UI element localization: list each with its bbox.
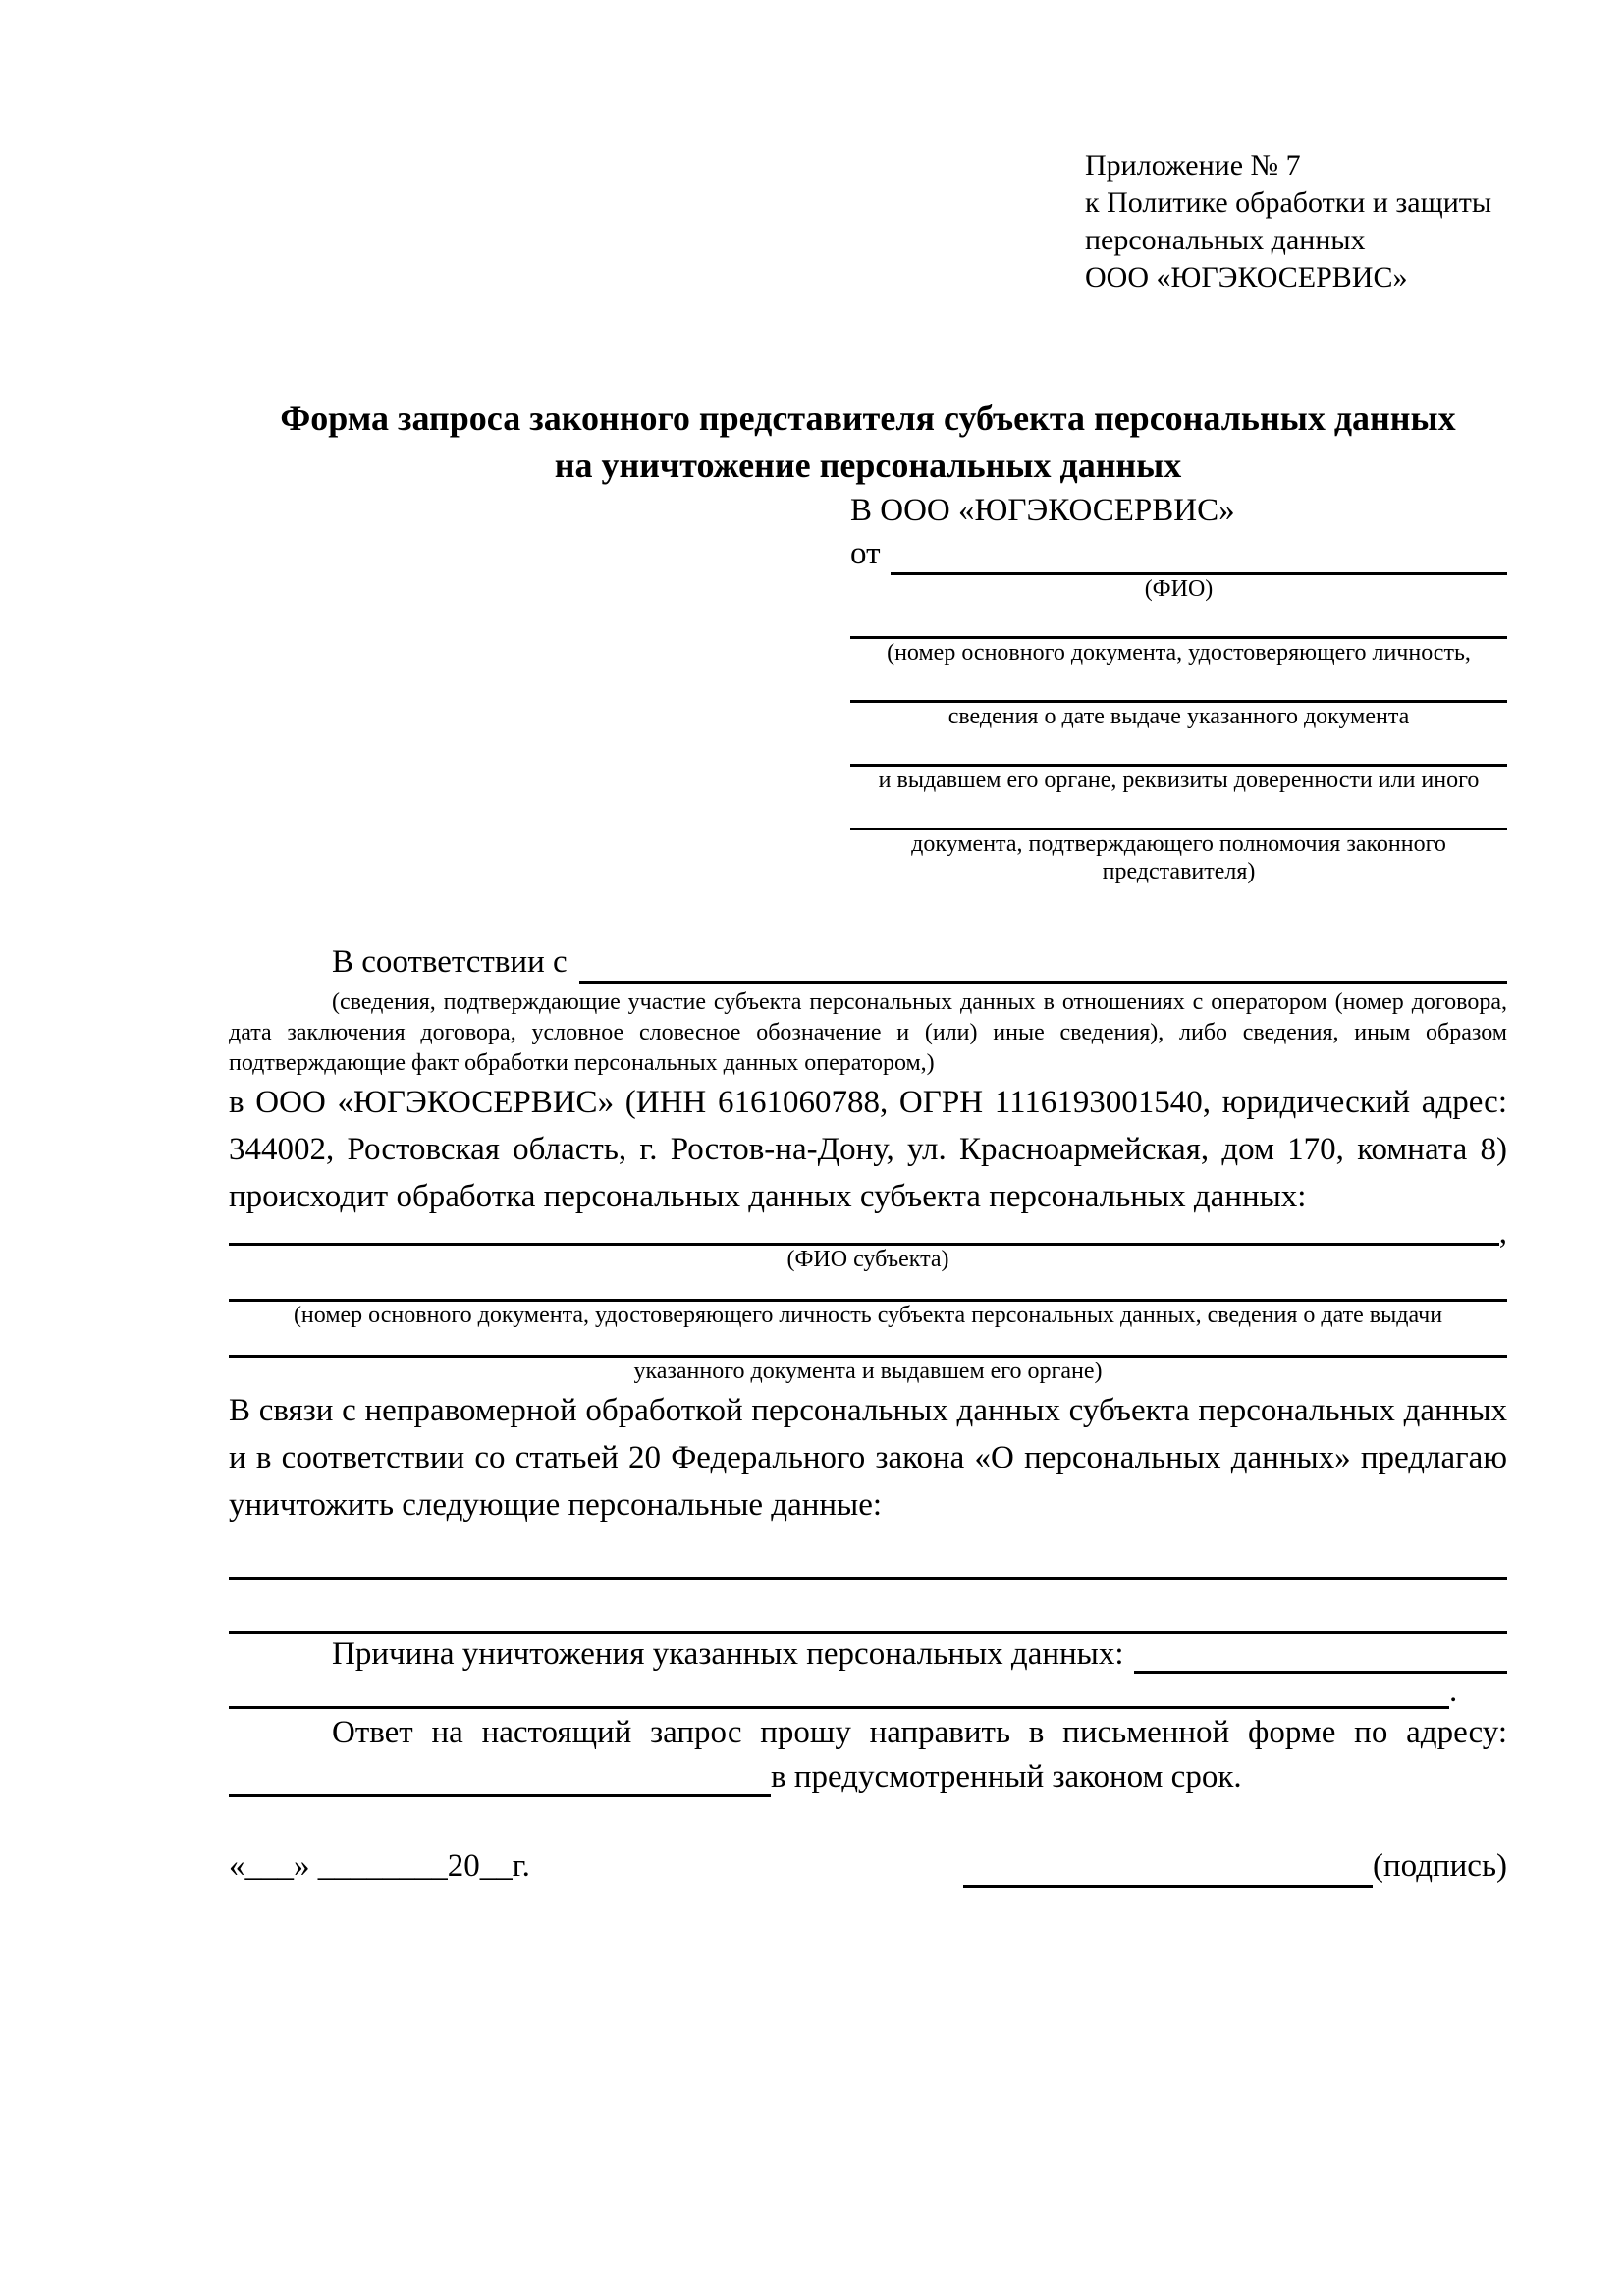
period-mark: . — [1449, 1674, 1458, 1709]
from-row — [850, 532, 1507, 575]
addressee-org: В ООО «ЮГЭКОСЕРВИС» — [850, 493, 1235, 528]
subject-fio-blank-line — [229, 1221, 1499, 1246]
accordance-row — [229, 940, 1507, 984]
representative-doc-blank-line — [850, 603, 1507, 639]
answer-tail-text: в предусмотренный законом срок. — [771, 1759, 1242, 1794]
reason-blank-line — [1134, 1637, 1507, 1674]
representative-doc-caption: (номер основного документа, удостоверяющего личность, — [887, 640, 1471, 666]
representative-doc-caption: сведения о дате выдаче указанного документа — [947, 704, 1410, 729]
subject-doc-caption: (номер основного документа, удостоверяющего личность субъекта персональных данных, сведения о дате выдачи — [293, 1303, 1443, 1328]
reason-label: Причина уничтожения указанных персональных данных: — [332, 1636, 1124, 1672]
appendix-note-line: ООО «ЮГЭКОСЕРВИС» — [1085, 261, 1408, 294]
reason-continuation-row — [229, 1674, 1507, 1709]
operator-paragraph: в ООО «ЮГЭКОСЕРВИС» (ИНН 6161060788, ОГРН 1116193001540, юридический адрес: 344002, Ростовская область, г. Ростов-на-Дону, ул. Красноармейская, дом 170, комната 8) происходит обработка персональных данных субъекта персональных данных: — [229, 1085, 1507, 1214]
appendix-note — [1085, 147, 1507, 296]
date-field: «___» ________20__г. — [229, 1848, 530, 1884]
subject-fio-row — [229, 1215, 1507, 1251]
appendix-note-line: к Политике обработки и защиты — [1085, 187, 1492, 219]
representative-doc-caption: документа, подтверждающего полномочия законного представителя) — [911, 831, 1446, 884]
demand-paragraph: В связи с неправомерной обработкой персональных данных субъекта персональных данных и в соответствии со статьей 20 Федерального закона «О персональных данных» предлагаю уничтожить следующие персональные данные: — [229, 1393, 1507, 1522]
signature-caption: (подпись) — [1373, 1848, 1507, 1884]
representative-doc-blank-line — [850, 730, 1507, 767]
representative-doc-blank-line — [850, 794, 1507, 830]
representative-doc-caption: и выдавшем его органе, реквизиты доверенности или иного — [878, 768, 1480, 793]
appendix-note-line: персональных данных — [1085, 224, 1366, 256]
appendix-note-line: Приложение № 7 — [1085, 149, 1301, 182]
answer-paragraph: Ответ на настоящий запрос прошу направить в письменной форме по адресу: — [332, 1715, 1507, 1750]
accordance-label: В соответствии с — [332, 944, 568, 980]
form-title — [229, 395, 1507, 489]
accordance-blank-line — [579, 943, 1507, 984]
answer-address-blank-line — [229, 1759, 771, 1797]
signature-field — [963, 1844, 1507, 1888]
reason-blank-line — [229, 1677, 1449, 1709]
from-label: от — [850, 536, 881, 571]
signature-blank-line — [963, 1847, 1373, 1888]
personal-data-blank-line — [229, 1580, 1507, 1634]
signature-row — [229, 1844, 1507, 1888]
subject-fio-caption: (ФИО субъекта) — [786, 1247, 949, 1272]
subject-doc-caption: указанного документа и выдавшем его органе) — [633, 1359, 1103, 1384]
addressee-block — [850, 489, 1507, 885]
accordance-fine-print: (сведения, подтверждающие участие субъекта персональных данных в отношениях с оператором (номер договора, дата заключения договора, условное словесное обозначение и (или) иные сведения), либо сведения, иным образом подтверждающие факт обработки персональных данных оператором,) — [229, 989, 1507, 1076]
subject-doc-blank-line — [229, 1329, 1507, 1358]
form-title-line: на уничтожение персональных данных — [554, 446, 1182, 485]
reason-row — [229, 1634, 1507, 1674]
representative-doc-blank-line — [850, 667, 1507, 703]
fio-caption: (ФИО) — [1144, 576, 1214, 602]
answer-address-row — [229, 1756, 1507, 1797]
comma-mark: , — [1498, 1215, 1507, 1251]
form-title-line: Форма запроса законного представителя субъекта персональных данных — [280, 399, 1456, 438]
subject-doc-blank-line — [229, 1273, 1507, 1302]
personal-data-blank-line — [229, 1552, 1507, 1580]
representative-fio-blank-line — [891, 535, 1508, 575]
